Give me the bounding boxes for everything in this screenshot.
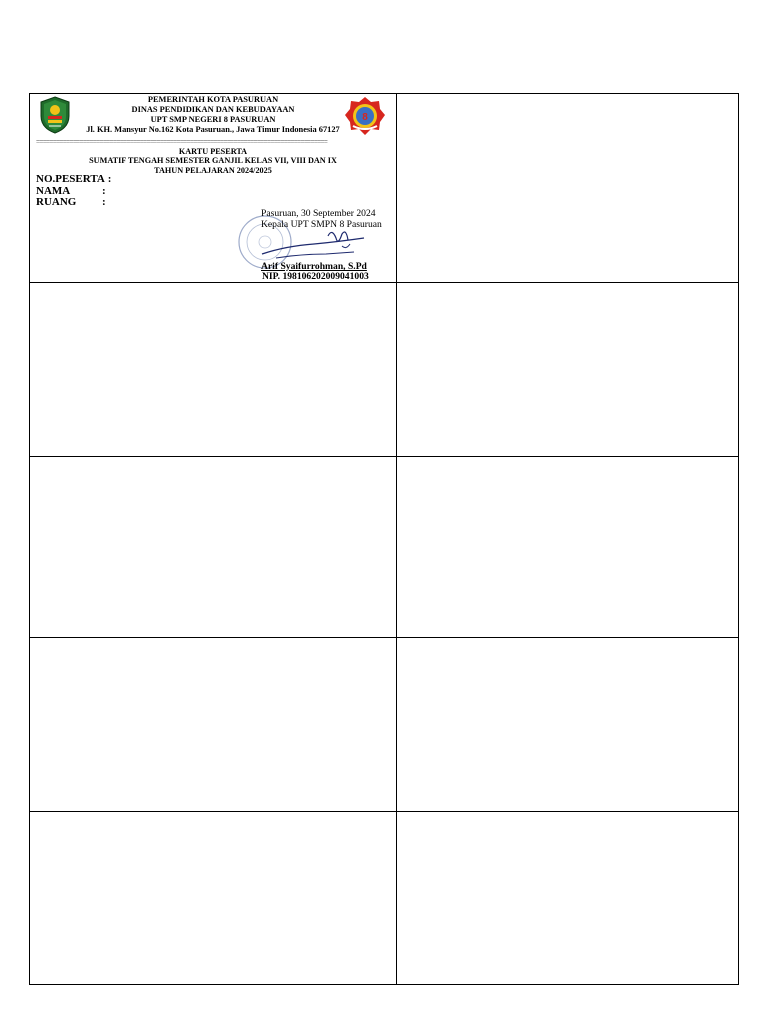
field-row: [36, 174, 111, 186]
grid-row-divider: [29, 282, 739, 283]
grid-row-divider: [29, 811, 739, 812]
header-separator: =======================================================================================: [36, 139, 328, 146]
field-row: [36, 197, 111, 209]
field-colon: :: [107, 173, 112, 185]
header-address: Jl. KH. Mansyur No.162 Kota Pasuruan., Jawa Timur Indonesia 67127: [86, 125, 340, 134]
sign-position: Kepala UPT SMPN 8 Pasuruan: [261, 218, 382, 230]
sign-place-date: Pasuruan, 30 September 2024: [261, 208, 376, 219]
card-title: [30, 147, 396, 175]
participant-card: [30, 94, 396, 282]
header-line: DINAS PENDIDIKAN DAN KEBUDAYAAN: [131, 105, 295, 114]
header-line: PEMERINTAH KOTA PASURUAN: [147, 95, 279, 104]
field-label: NO.PESERTA: [36, 173, 105, 185]
signer-nip: NIP. 198106202009041003: [262, 271, 369, 282]
header-line: UPT SMP NEGERI 8 PASURUAN: [150, 115, 276, 124]
grid-row-divider: [29, 456, 739, 457]
signer-name: Arif Syaifurrohman, S.Pd: [261, 261, 367, 272]
svg-text:8: 8: [362, 112, 368, 123]
field-colon: :: [102, 196, 106, 208]
signature-icon: [256, 224, 368, 266]
signature-block: [261, 208, 401, 282]
title-line: TAHUN PELAJARAN 2024/2025: [154, 165, 272, 175]
institution-header: [30, 95, 396, 135]
field-label: NAMA: [36, 184, 71, 197]
smpn8-school-logo-icon: [344, 96, 386, 136]
title-line: SUMATIF TENGAH SEMESTER GANJIL KELAS VII, VIII DAN IX: [89, 156, 337, 166]
participant-fields: [36, 174, 111, 209]
field-colon: :: [102, 184, 106, 197]
title-line: KARTU PESERTA: [178, 147, 248, 156]
grid-row-divider: [29, 637, 739, 638]
field-label: RUANG: [36, 196, 77, 208]
